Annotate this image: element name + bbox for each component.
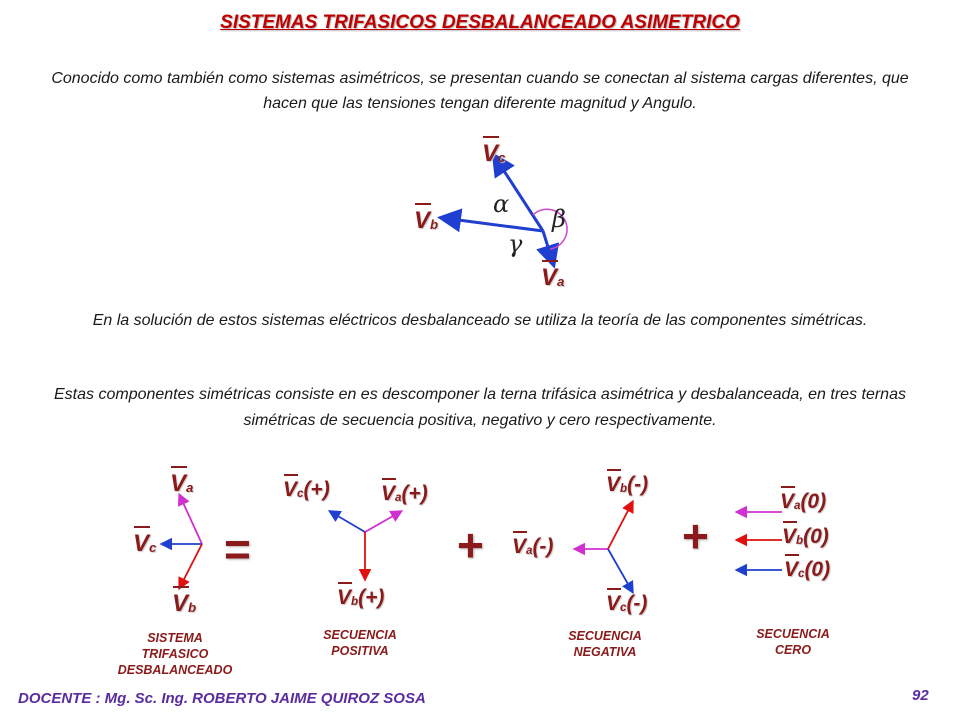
footer-author: DOCENTE : Mg. Sc. Ing. ROBERTO JAIME QUIROZ SOSA [18,690,426,707]
solution-paragraph: En la solución de estos sistemas eléctricos desbalanceado se utiliza la teoría de las componentes simétricas. [92,312,868,329]
equals-sign: = [224,523,251,575]
va-vector [543,231,553,263]
positive-va-label: $V_a(+)$ [381,482,428,505]
page-number: 92 [912,687,929,704]
page-title: SISTEMAS TRIFASICOS DESBALANCEADO ASIMETRICO [220,12,740,33]
positive-sequence-phasors [320,500,410,590]
zero-vc-label: $V_c(0)$ [784,558,831,581]
positive-caption: SECUENCIA POSITIVA [323,628,397,658]
intro-paragraph: Conocido como también como sistemas asimétricos, se presentan cuando se conectan al sistema cargas diferentes, que hacen que las tensiones tengan diferente magnitud y Angulo. [51,70,909,112]
negative-caption: SECUENCIA NEGATIVA [568,629,642,659]
zero-vb-label: $V_b(0)$ [782,525,829,548]
vc-label: $V_c$ [482,140,506,167]
components-paragraph: Estas componentes simétricas consiste en es descomponer la terna trifásica asimétrica y desbalanceada, en tres ternas simétricas de secuencia positiva, negativo y cero respectivamente. [54,386,906,429]
va-label: $V_a$ [541,264,565,291]
unbalanced-caption: SISTEMA TRIFASICO DESBALANCEADO [117,631,233,677]
beta-symbol: β [552,205,566,233]
zero-va-label: $V_a(0)$ [780,490,827,513]
unbalanced-vc-label: $V_c$ [133,530,157,557]
unbalanced-vb-label: $V_b$ [172,590,197,617]
gamma-symbol: γ [508,230,523,258]
unbalanced-phasors [150,488,230,598]
positive-vb-label: $V_b(+)$ [337,586,385,609]
negative-sequence-phasors [570,495,650,595]
vb-vector [443,218,543,231]
positive-vc-label: $V_c(+)$ [283,478,330,501]
vb-label: $V_b$ [414,207,439,234]
negative-va-label: $V_a(-)$ [512,535,554,558]
alpha-symbol: α [493,190,510,218]
negative-vc-label: $V_c(-)$ [606,592,648,615]
plus-sign-2: + [682,510,709,562]
zero-caption: SECUENCIA CERO [756,627,830,657]
negative-vb-label: $V_b(-)$ [606,473,649,496]
plus-sign-1: + [457,519,484,571]
unbalanced-va-label: $V_a$ [170,470,194,497]
